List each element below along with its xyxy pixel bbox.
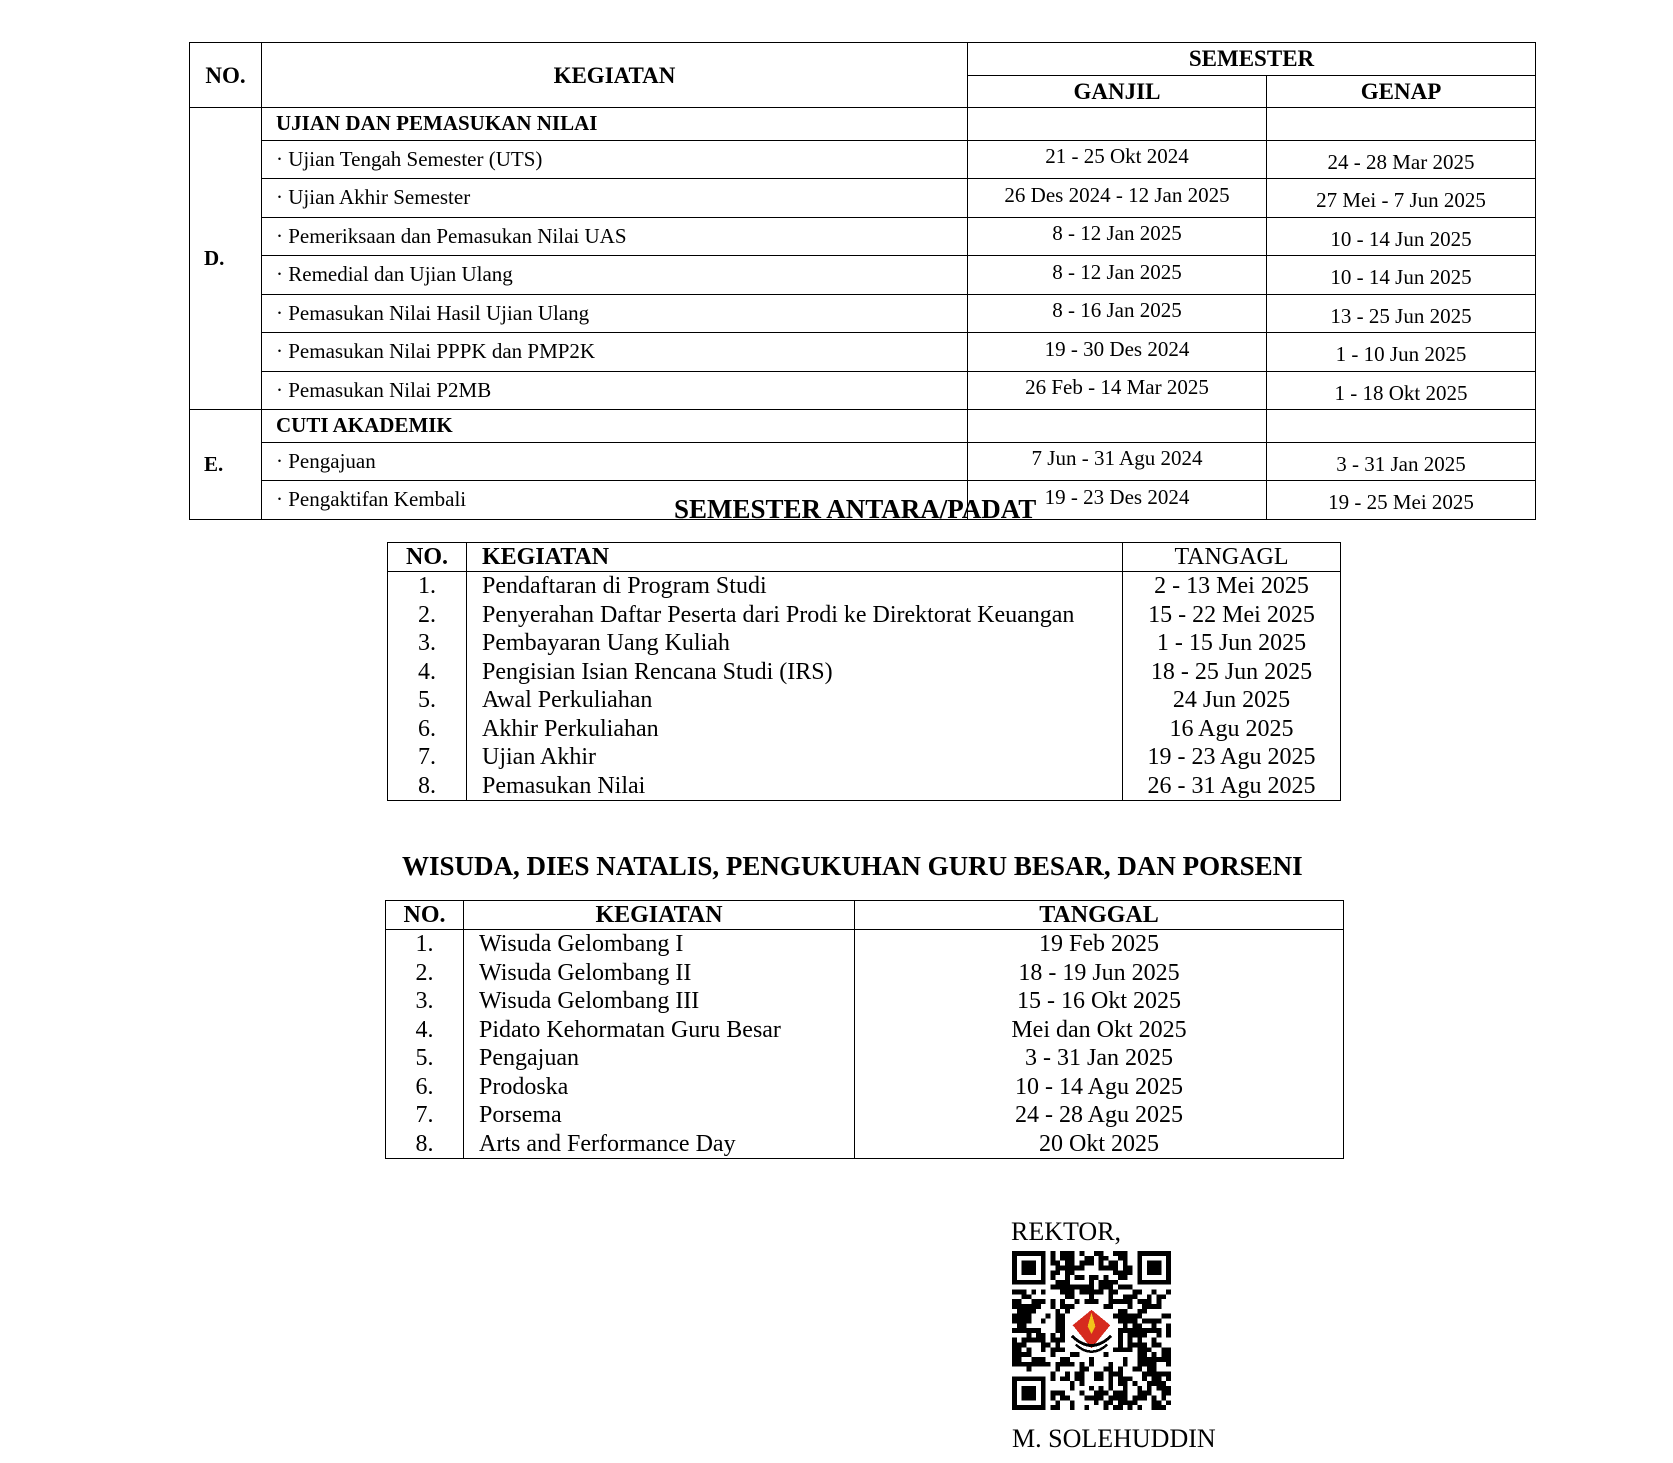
section-e-title: CUTI AKADEMIK	[262, 410, 968, 443]
activity-cell: Wisuda Gelombang I	[464, 930, 855, 959]
date-cell: 24 Jun 2025	[1123, 686, 1341, 715]
date-cell: 18 - 19 Jun 2025	[855, 959, 1344, 988]
genap-date-cell: 24 - 28 Mar 2025	[1267, 140, 1536, 179]
date-cell: 1 - 15 Jun 2025	[1123, 629, 1341, 658]
table-row	[388, 715, 1341, 744]
genap-date-cell: 1 - 10 Jun 2025	[1267, 333, 1536, 372]
table-row	[386, 930, 1344, 959]
ganjil-date-cell: 8 - 12 Jan 2025	[968, 217, 1267, 256]
table-row	[386, 1044, 1344, 1073]
empty-cell	[968, 108, 1267, 141]
table-row	[386, 1073, 1344, 1102]
activity-cell: Wisuda Gelombang III	[464, 987, 855, 1016]
activity-cell: Pembayaran Uang Kuliah	[467, 629, 1123, 658]
row-number: 2.	[386, 959, 464, 988]
activity-cell: · Pengajuan	[262, 442, 968, 481]
row-number: 3.	[388, 629, 467, 658]
activity-cell: Pengajuan	[464, 1044, 855, 1073]
date-cell: 20 Okt 2025	[855, 1130, 1344, 1159]
table-row	[388, 772, 1341, 801]
row-number: 7.	[388, 743, 467, 772]
activity-cell: · Remedial dan Ujian Ulang	[262, 256, 968, 295]
table-row	[190, 179, 1536, 218]
header-tanggal: TANGAGL	[1123, 543, 1341, 572]
empty-cell	[1267, 410, 1536, 443]
activity-cell: · Pengaktifan Kembali	[262, 481, 968, 520]
activity-cell: Pemasukan Nilai	[467, 772, 1123, 801]
row-number: 1.	[386, 930, 464, 959]
table-row	[386, 1016, 1344, 1045]
header-no: NO.	[190, 43, 262, 108]
date-cell: 2 - 13 Mei 2025	[1123, 572, 1341, 601]
ganjil-date-cell: 7 Jun - 31 Agu 2024	[968, 442, 1267, 481]
ganjil-date-cell: 26 Feb - 14 Mar 2025	[968, 371, 1267, 410]
table-row	[388, 743, 1341, 772]
row-number: 3.	[386, 987, 464, 1016]
genap-date-cell: 13 - 25 Jun 2025	[1267, 294, 1536, 333]
activity-cell: Ujian Akhir	[467, 743, 1123, 772]
ganjil-date-cell: 19 - 30 Des 2024	[968, 333, 1267, 372]
empty-cell	[1267, 108, 1536, 141]
activity-cell: Awal Perkuliahan	[467, 686, 1123, 715]
section-d-number: D.	[190, 108, 262, 410]
activity-cell: Penyerahan Daftar Peserta dari Prodi ke Direktorat Keuangan	[467, 601, 1123, 630]
row-number: 1.	[388, 572, 467, 601]
genap-date-cell: 19 - 25 Mei 2025	[1267, 481, 1536, 520]
table-row	[386, 1130, 1344, 1159]
section-e-number: E.	[190, 410, 262, 520]
wisuda-table	[385, 900, 1344, 1159]
activity-cell: Akhir Perkuliahan	[467, 715, 1123, 744]
header-kegiatan: KEGIATAN	[467, 543, 1123, 572]
row-number: 2.	[388, 601, 467, 630]
date-cell: 15 - 16 Okt 2025	[855, 987, 1344, 1016]
signature-name: M. SOLEHUDDIN	[1012, 1424, 1216, 1453]
genap-date-cell: 10 - 14 Jun 2025	[1267, 217, 1536, 256]
wisuda-heading: WISUDA, DIES NATALIS, PENGUKUHAN GURU BESAR, DAN PORSENI	[402, 851, 1303, 881]
row-number: 4.	[386, 1016, 464, 1045]
row-number: 5.	[386, 1044, 464, 1073]
date-cell: 24 - 28 Agu 2025	[855, 1101, 1344, 1130]
row-number: 6.	[386, 1073, 464, 1102]
activity-cell: · Ujian Tengah Semester (UTS)	[262, 140, 968, 179]
table-row	[388, 686, 1341, 715]
activity-cell: · Pemasukan Nilai Hasil Ujian Ulang	[262, 294, 968, 333]
table-row	[388, 601, 1341, 630]
section-e-title-row	[190, 410, 1536, 443]
ganjil-date-cell: 8 - 16 Jan 2025	[968, 294, 1267, 333]
activity-cell: · Pemasukan Nilai PPPK dan PMP2K	[262, 333, 968, 372]
table-row	[190, 294, 1536, 333]
row-number: 8.	[386, 1130, 464, 1159]
row-number: 4.	[388, 658, 467, 687]
table-row	[190, 217, 1536, 256]
empty-cell	[968, 410, 1267, 443]
ganjil-date-cell: 26 Des 2024 - 12 Jan 2025	[968, 179, 1267, 218]
activity-cell: · Pemeriksaan dan Pemasukan Nilai UAS	[262, 217, 968, 256]
section-d-title-row	[190, 108, 1536, 141]
academic-calendar-table	[189, 42, 1536, 520]
table-row	[388, 572, 1341, 601]
date-cell: 26 - 31 Agu 2025	[1123, 772, 1341, 801]
date-cell: 15 - 22 Mei 2025	[1123, 601, 1341, 630]
table-row	[190, 371, 1536, 410]
table-row	[388, 629, 1341, 658]
table-row	[386, 987, 1344, 1016]
table-row	[190, 256, 1536, 295]
genap-date-cell: 27 Mei - 7 Jun 2025	[1267, 179, 1536, 218]
header-kegiatan: KEGIATAN	[262, 43, 968, 108]
table-row	[388, 658, 1341, 687]
activity-cell: Pidato Kehormatan Guru Besar	[464, 1016, 855, 1045]
genap-date-cell: 3 - 31 Jan 2025	[1267, 442, 1536, 481]
table-row	[190, 140, 1536, 179]
row-number: 8.	[388, 772, 467, 801]
ganjil-date-cell: 8 - 12 Jan 2025	[968, 256, 1267, 295]
header-no: NO.	[386, 901, 464, 930]
date-cell: 18 - 25 Jun 2025	[1123, 658, 1341, 687]
header-no: NO.	[388, 543, 467, 572]
row-number: 5.	[388, 686, 467, 715]
header-tanggal: TANGGAL	[855, 901, 1344, 930]
genap-date-cell: 1 - 18 Okt 2025	[1267, 371, 1536, 410]
table-row	[386, 1101, 1344, 1130]
activity-cell: Prodoska	[464, 1073, 855, 1102]
date-cell: 19 - 23 Agu 2025	[1123, 743, 1341, 772]
table-row	[386, 959, 1344, 988]
header-kegiatan: KEGIATAN	[464, 901, 855, 930]
semester-antara-table	[387, 542, 1341, 801]
signature-title: REKTOR,	[1011, 1217, 1122, 1246]
date-cell: 10 - 14 Agu 2025	[855, 1073, 1344, 1102]
section-d-title: UJIAN DAN PEMASUKAN NILAI	[262, 108, 968, 141]
activity-cell: Wisuda Gelombang II	[464, 959, 855, 988]
activity-cell: · Pemasukan Nilai P2MB	[262, 371, 968, 410]
header-genap: GENAP	[1267, 75, 1536, 108]
row-number: 6.	[388, 715, 467, 744]
date-cell: 3 - 31 Jan 2025	[855, 1044, 1344, 1073]
header-semester: SEMESTER	[968, 43, 1536, 76]
semester-antara-heading: SEMESTER ANTARA/PADAT	[674, 494, 1037, 524]
activity-cell: · Ujian Akhir Semester	[262, 179, 968, 218]
header-ganjil: GANJIL	[968, 75, 1267, 108]
university-logo-icon	[1067, 1306, 1115, 1354]
date-cell: 19 Feb 2025	[855, 930, 1344, 959]
activity-cell: Arts and Ferformance Day	[464, 1130, 855, 1159]
activity-cell: Pendaftaran di Program Studi	[467, 572, 1123, 601]
genap-date-cell: 10 - 14 Jun 2025	[1267, 256, 1536, 295]
ganjil-date-cell: 19 - 23 Des 2024	[968, 481, 1267, 520]
table-row	[190, 333, 1536, 372]
date-cell: 16 Agu 2025	[1123, 715, 1341, 744]
date-cell: Mei dan Okt 2025	[855, 1016, 1344, 1045]
row-number: 7.	[386, 1101, 464, 1130]
table-row	[190, 442, 1536, 481]
activity-cell: Porsema	[464, 1101, 855, 1130]
activity-cell: Pengisian Isian Rencana Studi (IRS)	[467, 658, 1123, 687]
ganjil-date-cell: 21 - 25 Okt 2024	[968, 140, 1267, 179]
qr-code-icon	[1012, 1251, 1171, 1410]
